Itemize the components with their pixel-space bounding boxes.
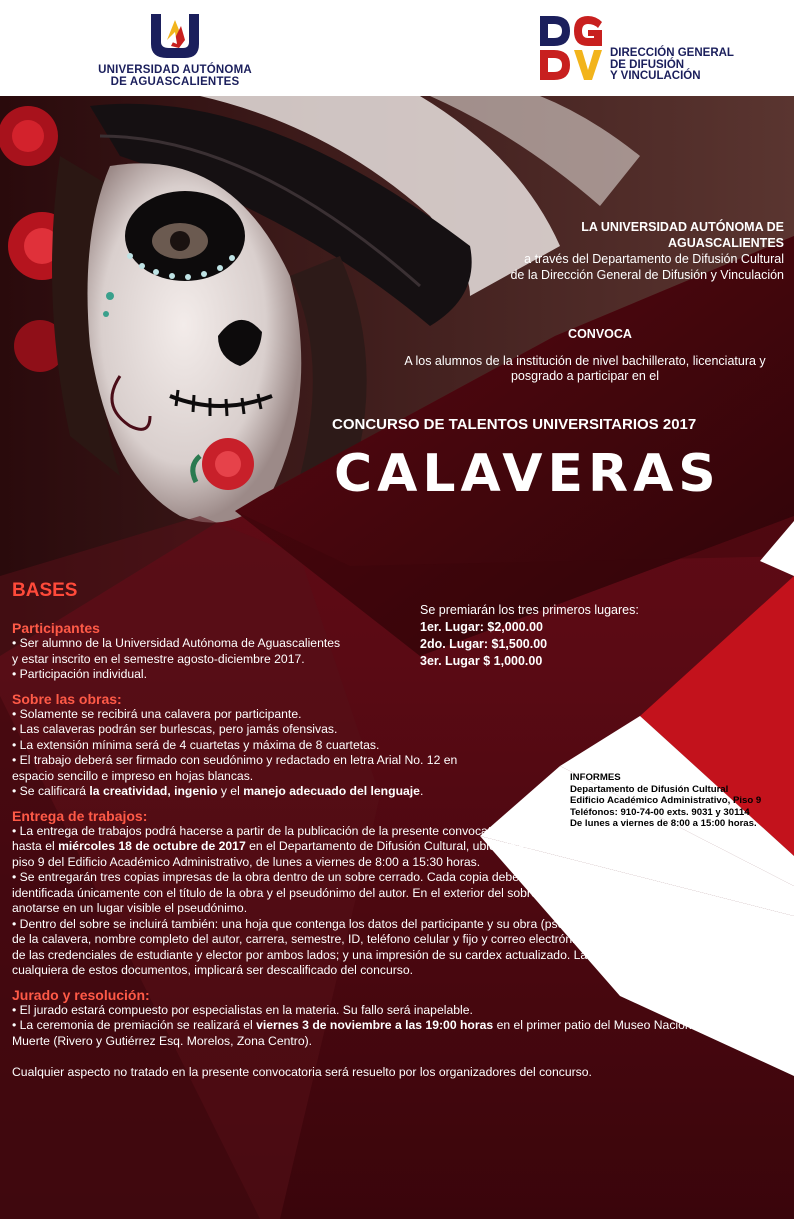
jurado-list — [12, 1003, 772, 1050]
obras-list — [12, 707, 772, 800]
participantes-list — [12, 636, 772, 683]
list-item: de las credenciales de estudiante y elector por ambos lados; y una impresión de su cardex actualizado. La ausencia de — [12, 947, 657, 962]
dgdv-name-line3: Y VINCULACIÓN — [610, 70, 701, 82]
jurado-heading: Jurado y resolución: — [12, 986, 150, 1003]
prize-second: 2do. Lugar: $1,500.00 — [420, 637, 548, 651]
list-item — [12, 839, 772, 855]
list-item: identificada únicamente con el título de la obra y el pseudónimo del autor. En el exterior del sobre deberá — [12, 885, 580, 900]
list-item: • La entrega de trabajos podrá hacerse a partir de la publicación de la presente convocatoria y — [12, 823, 522, 838]
list-item: Muerte (Rivero y Gutiérrez Esq. Morelos, Zona Centro). — [12, 1033, 313, 1048]
obras-heading: Sobre las obras: — [12, 690, 122, 707]
list-item: • Ser alumno de la Universidad Autónoma de Aguascalientes — [12, 636, 341, 650]
org-name-line2: AGUASCALIENTES — [668, 236, 784, 250]
uaa-logo — [90, 8, 260, 93]
obras-l6b: la creatividad, ingenio — [89, 784, 218, 798]
closing-note: Cualquier aspecto no tratado en la presente convocatoria será resuelto por los organizadores del concurso. — [12, 1065, 592, 1079]
contest-name: CONCURSO DE TALENTOS UNIVERSITARIOS 2017 — [332, 416, 697, 433]
list-item: anotarse en un lugar visible el pseudónimo. — [12, 901, 248, 915]
entrega-l2a: hasta el — [12, 839, 59, 853]
uaa-emblem-icon — [145, 10, 205, 62]
entrega-list — [12, 824, 772, 979]
prize-third: 3er. Lugar $ 1,000.00 — [420, 654, 543, 668]
dgdv-logo — [538, 14, 758, 86]
entrega-l2c: en el Departamento de Difusión Cultural, ubicado en el — [245, 839, 546, 853]
convoca-heading: CONVOCA — [568, 327, 632, 341]
prizes-intro: Se premiarán los tres primeros lugares: — [420, 603, 639, 617]
jurado-l2b: viernes 3 de noviembre a las 19:00 horas — [256, 1018, 494, 1032]
list-item: cualquiera de estos documentos, implicará ser descalificado del concurso. — [12, 963, 414, 977]
entrega-heading: Entrega de trabajos: — [12, 807, 148, 824]
dgdv-name-line1: DIRECCIÓN GENERAL — [610, 47, 734, 59]
uaa-name-line1: UNIVERSIDAD AUTÓNOMA — [98, 64, 252, 76]
list-item — [12, 1018, 772, 1034]
via-line2: de la Dirección General de Difusión y Vinculación — [510, 268, 784, 282]
obras-l6c: y el — [217, 784, 244, 798]
list-item: • El trabajo deberá ser firmado con seudónimo y redactado en letra Arial No. 12 en — [12, 753, 458, 767]
invite-line2: posgrado a participar en el — [510, 369, 659, 383]
list-item: piso 9 del Edificio Académico Administrativo, de lunes a viernes de 8:00 a 15:30 horas. — [12, 854, 481, 869]
list-item: • Solamente se recibirá una calavera por participante. — [12, 706, 302, 721]
via-line1: a través del Departamento de Difusión Cultural — [524, 252, 784, 266]
jurado-l2a: • La ceremonia de premiación se realizará el — [12, 1018, 257, 1032]
list-item: y estar inscrito en el semestre agosto-diciembre 2017. — [12, 651, 305, 666]
bases-heading: BASES — [12, 580, 78, 601]
list-item: • La extensión mínima será de 4 cuartetas y máxima de 8 cuartetas. — [12, 737, 380, 752]
dgdv-letters-icon — [538, 14, 608, 84]
informes-line2: Edificio Académico Administrativo, Piso 9 — [570, 795, 762, 806]
obras-l6d: manejo adecuado del lenguaje — [243, 784, 420, 798]
entrega-l2b: miércoles 18 de octubre de 2017 — [58, 839, 246, 853]
list-item: • Las calaveras podrán ser burlescas, pero jamás ofensivas. — [12, 722, 338, 736]
informes-line1: Departamento de Difusión Cultural — [570, 783, 729, 795]
informes-line3: Teléfonos: 910-74-00 exts. 9031 y 30114 — [570, 806, 750, 818]
list-item: de la calavera, nombre completo del autor, carrera, semestre, ID, teléfono celular y fijo y correo electrónico); una copia — [12, 932, 652, 946]
list-item: • Participación individual. — [12, 667, 148, 681]
obras-l6e: . — [419, 784, 424, 798]
contest-title: CALAVERAS — [334, 444, 721, 504]
list-item: • Dentro del sobre se incluirá también: una hoja que contenga los datos del participante y su obra (pseudónimo, título — [12, 916, 645, 931]
list-item: espacio sencillo e impreso en hojas blancas. — [12, 768, 254, 783]
org-name-line1: LA UNIVERSIDAD AUTÓNOMA DE — [581, 220, 784, 234]
list-item: • Se entregarán tres copias impresas de la obra dentro de un sobre cerrado. Cada copia debe estar — [12, 870, 550, 884]
bases-section — [12, 580, 772, 1081]
list-item: • El jurado estará compuesto por especialistas en la materia. Su fallo será inapelable. — [12, 1002, 473, 1017]
list-item — [12, 784, 772, 800]
header — [0, 0, 794, 96]
obras-l6a: • Se calificará — [12, 784, 90, 798]
informes-heading: INFORMES — [570, 772, 621, 783]
jurado-l2c: en el primer patio del Museo Nacional de la — [493, 1018, 731, 1032]
informes-line4: De lunes a viernes de 8:00 a 15:00 horas. — [570, 818, 757, 829]
dgdv-name-line2: DE DIFUSIÓN — [610, 58, 685, 71]
prize-first: 1er. Lugar: $2,000.00 — [420, 620, 543, 634]
poster — [0, 96, 794, 1219]
uaa-name-line2: DE AGUASCALIENTES — [110, 76, 240, 88]
invite-line1: A los alumnos de la institución de nivel bachillerato, licenciatura y — [404, 354, 766, 368]
participantes-heading: Participantes — [12, 620, 100, 636]
